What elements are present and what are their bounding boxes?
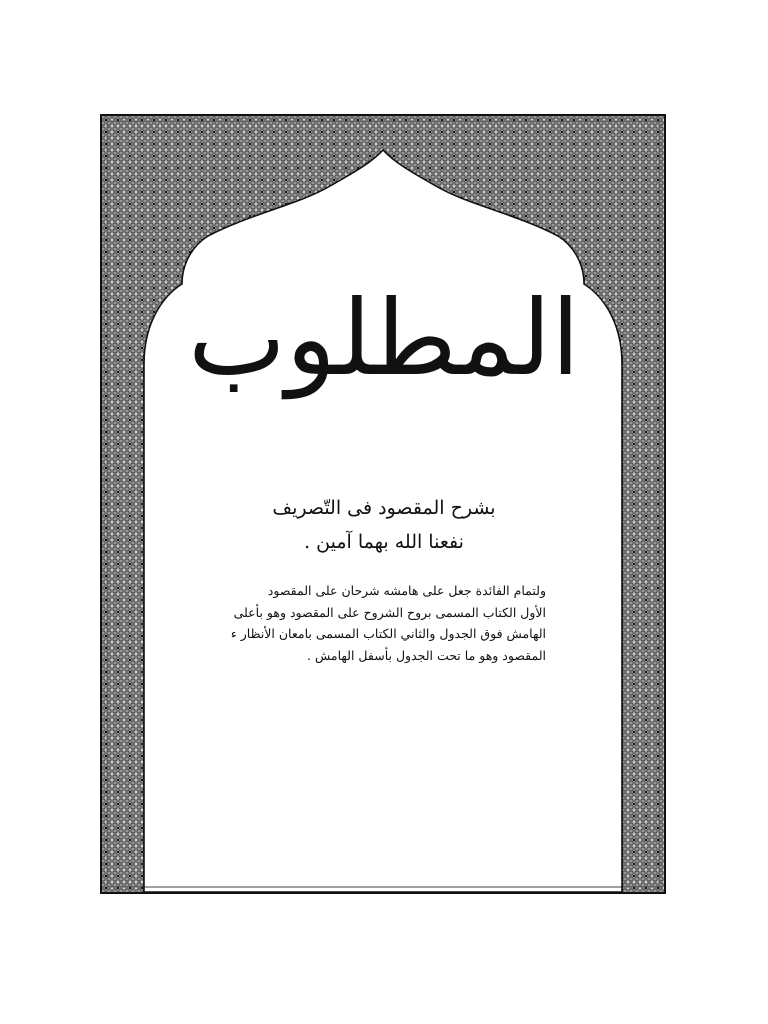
subtitle-line-1: بشرح المقصود فى التّصريف [272,497,496,519]
book-title: المطلوب [187,277,581,399]
subtitle-line-2: نفعنا الله بهما آمين . [304,531,464,553]
description-paragraph [222,580,546,666]
description-line-4: المقصود وهو ما تحت الجدول بأسفل الهامش . [307,647,546,663]
description-line-1: ولتمام الفائدة جعل على هامشه شرحان على المقصود [267,583,546,598]
description-line-3: الهامش فوق الجدول والثاني الكتاب المسمى بامعان الأنظار ء [230,626,546,641]
description-line-2: الأول الكتاب المسمى بروح الشروح على المقصود وهو بأعلى [233,604,546,620]
